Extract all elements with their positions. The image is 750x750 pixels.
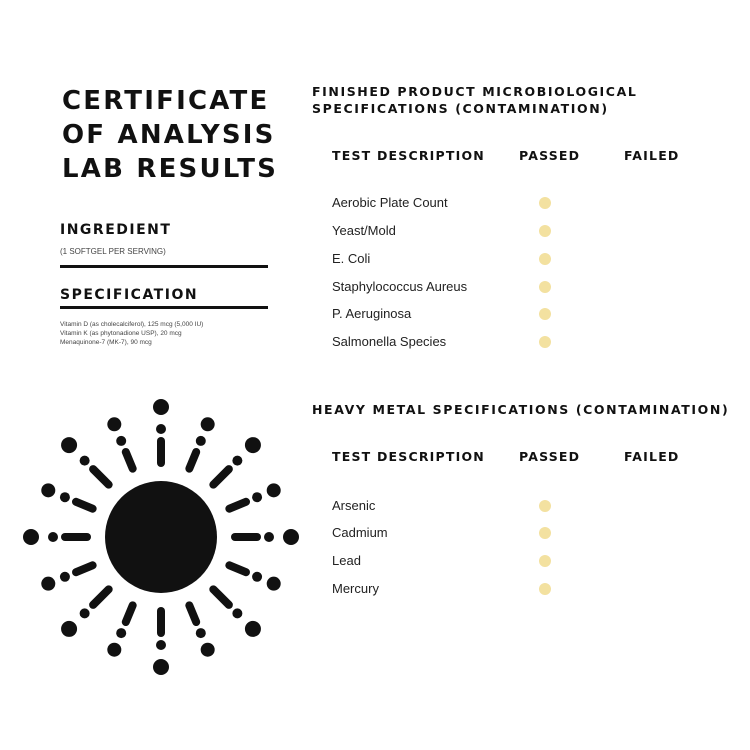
metal-test-name: Mercury [332, 581, 379, 596]
specification-label: SPECIFICATION [60, 287, 199, 303]
sun-ray [213, 589, 229, 605]
ingredient-label: INGREDIENT [60, 222, 172, 238]
sun-outer-dot [283, 529, 299, 545]
metal-test-name: Cadmium [332, 525, 388, 540]
metal-test-row [332, 581, 712, 601]
specification-line: Vitamin D (as cholecalciferol), 125 mcg (5,000 IU) [60, 321, 204, 328]
sun-dot [116, 436, 126, 446]
passed-dot-icon [539, 308, 551, 320]
sun-outer-dot [61, 437, 77, 453]
metal-col-failed: FAILED [624, 449, 680, 464]
passed-dot-icon [539, 500, 551, 512]
ingredient-note: (1 SOFTGEL PER SERVING) [60, 247, 166, 256]
sun-outer-dot [245, 437, 261, 453]
sun-outer-dot [267, 577, 281, 591]
micro-col-failed: FAILED [624, 148, 680, 163]
sun-ray [93, 469, 109, 485]
sun-dot [116, 628, 126, 638]
sun-dot [80, 608, 90, 618]
sun-dot [80, 456, 90, 466]
title-line-2: OF ANALYSIS [62, 120, 276, 150]
sun-icon [20, 396, 302, 678]
passed-dot-icon [539, 281, 551, 293]
sun-dot [60, 572, 70, 582]
sun-ray [126, 452, 133, 469]
sun-ray [93, 589, 109, 605]
sun-outer-dot [245, 621, 261, 637]
sun-ray [213, 469, 229, 485]
metal-col-passed: PASSED [519, 449, 581, 464]
sun-dot [156, 640, 166, 650]
micro-test-row [332, 223, 712, 243]
micro-test-name: P. Aeruginosa [332, 306, 412, 321]
microbiological-heading-line-1: FINISHED PRODUCT MICROBIOLOGICAL [312, 84, 638, 99]
sun-dot [252, 572, 262, 582]
metal-test-row [332, 525, 712, 545]
sun-outer-dot [201, 643, 215, 657]
specification-divider [60, 306, 268, 309]
micro-test-row [332, 251, 712, 271]
sun-dot [196, 628, 206, 638]
passed-dot-icon [539, 555, 551, 567]
title-line-3: LAB RESULTS [62, 154, 279, 184]
micro-test-name: Yeast/Mold [332, 223, 396, 238]
metal-test-name: Arsenic [332, 498, 376, 513]
sun-dot [48, 532, 58, 542]
metal-test-row [332, 553, 712, 573]
micro-test-row [332, 306, 712, 326]
sun-dot [232, 456, 242, 466]
sun-outer-dot [23, 529, 39, 545]
sun-outer-dot [41, 577, 55, 591]
ingredient-divider [60, 265, 268, 268]
sun-outer-dot [153, 659, 169, 675]
micro-test-row [332, 195, 712, 215]
sun-outer-dot [201, 417, 215, 431]
sun-ray [229, 565, 246, 572]
sun-ray [126, 605, 133, 622]
passed-dot-icon [539, 197, 551, 209]
title-line-1: CERTIFICATE [62, 86, 270, 116]
micro-test-row [332, 279, 712, 299]
specification-line: Menaquinone-7 (MK-7), 90 mcg [60, 339, 152, 346]
sun-ray [76, 502, 93, 509]
sun-dot [60, 492, 70, 502]
micro-test-name: E. Coli [332, 251, 371, 266]
sun-dot [264, 532, 274, 542]
document-title [62, 84, 302, 186]
passed-dot-icon [539, 225, 551, 237]
sun-outer-dot [41, 483, 55, 497]
specification-lines [60, 320, 203, 347]
sun-outer-dot [267, 483, 281, 497]
passed-dot-icon [539, 527, 551, 539]
heavy-metal-heading: HEAVY METAL SPECIFICATIONS (CONTAMINATION) [312, 402, 730, 417]
passed-dot-icon [539, 583, 551, 595]
microbiological-heading [312, 83, 637, 117]
passed-dot-icon [539, 336, 551, 348]
sun-dot [232, 608, 242, 618]
micro-test-name: Staphylococcus Aureus [332, 279, 468, 294]
micro-test-name: Salmonella Species [332, 334, 447, 349]
sun-ray [76, 565, 93, 572]
sun-core [105, 481, 217, 593]
micro-test-name: Aerobic Plate Count [332, 195, 448, 210]
sun-dot [252, 492, 262, 502]
sun-outer-dot [107, 417, 121, 431]
sun-dot [156, 424, 166, 434]
sun-ray [189, 452, 196, 469]
sun-ray [189, 605, 196, 622]
micro-col-test-description: TEST DESCRIPTION [332, 148, 485, 163]
metal-test-row [332, 498, 712, 518]
metal-col-test-description: TEST DESCRIPTION [332, 449, 485, 464]
sun-outer-dot [153, 399, 169, 415]
micro-test-row [332, 334, 712, 354]
metal-test-name: Lead [332, 553, 361, 568]
sun-dot [196, 436, 206, 446]
microbiological-heading-line-2: SPECIFICATIONS (CONTAMINATION) [312, 101, 609, 116]
passed-dot-icon [539, 253, 551, 265]
sun-outer-dot [107, 643, 121, 657]
specification-line: Vitamin K (as phytonadione USP), 20 mcg [60, 330, 182, 337]
sun-outer-dot [61, 621, 77, 637]
sun-ray [229, 502, 246, 509]
micro-col-passed: PASSED [519, 148, 581, 163]
